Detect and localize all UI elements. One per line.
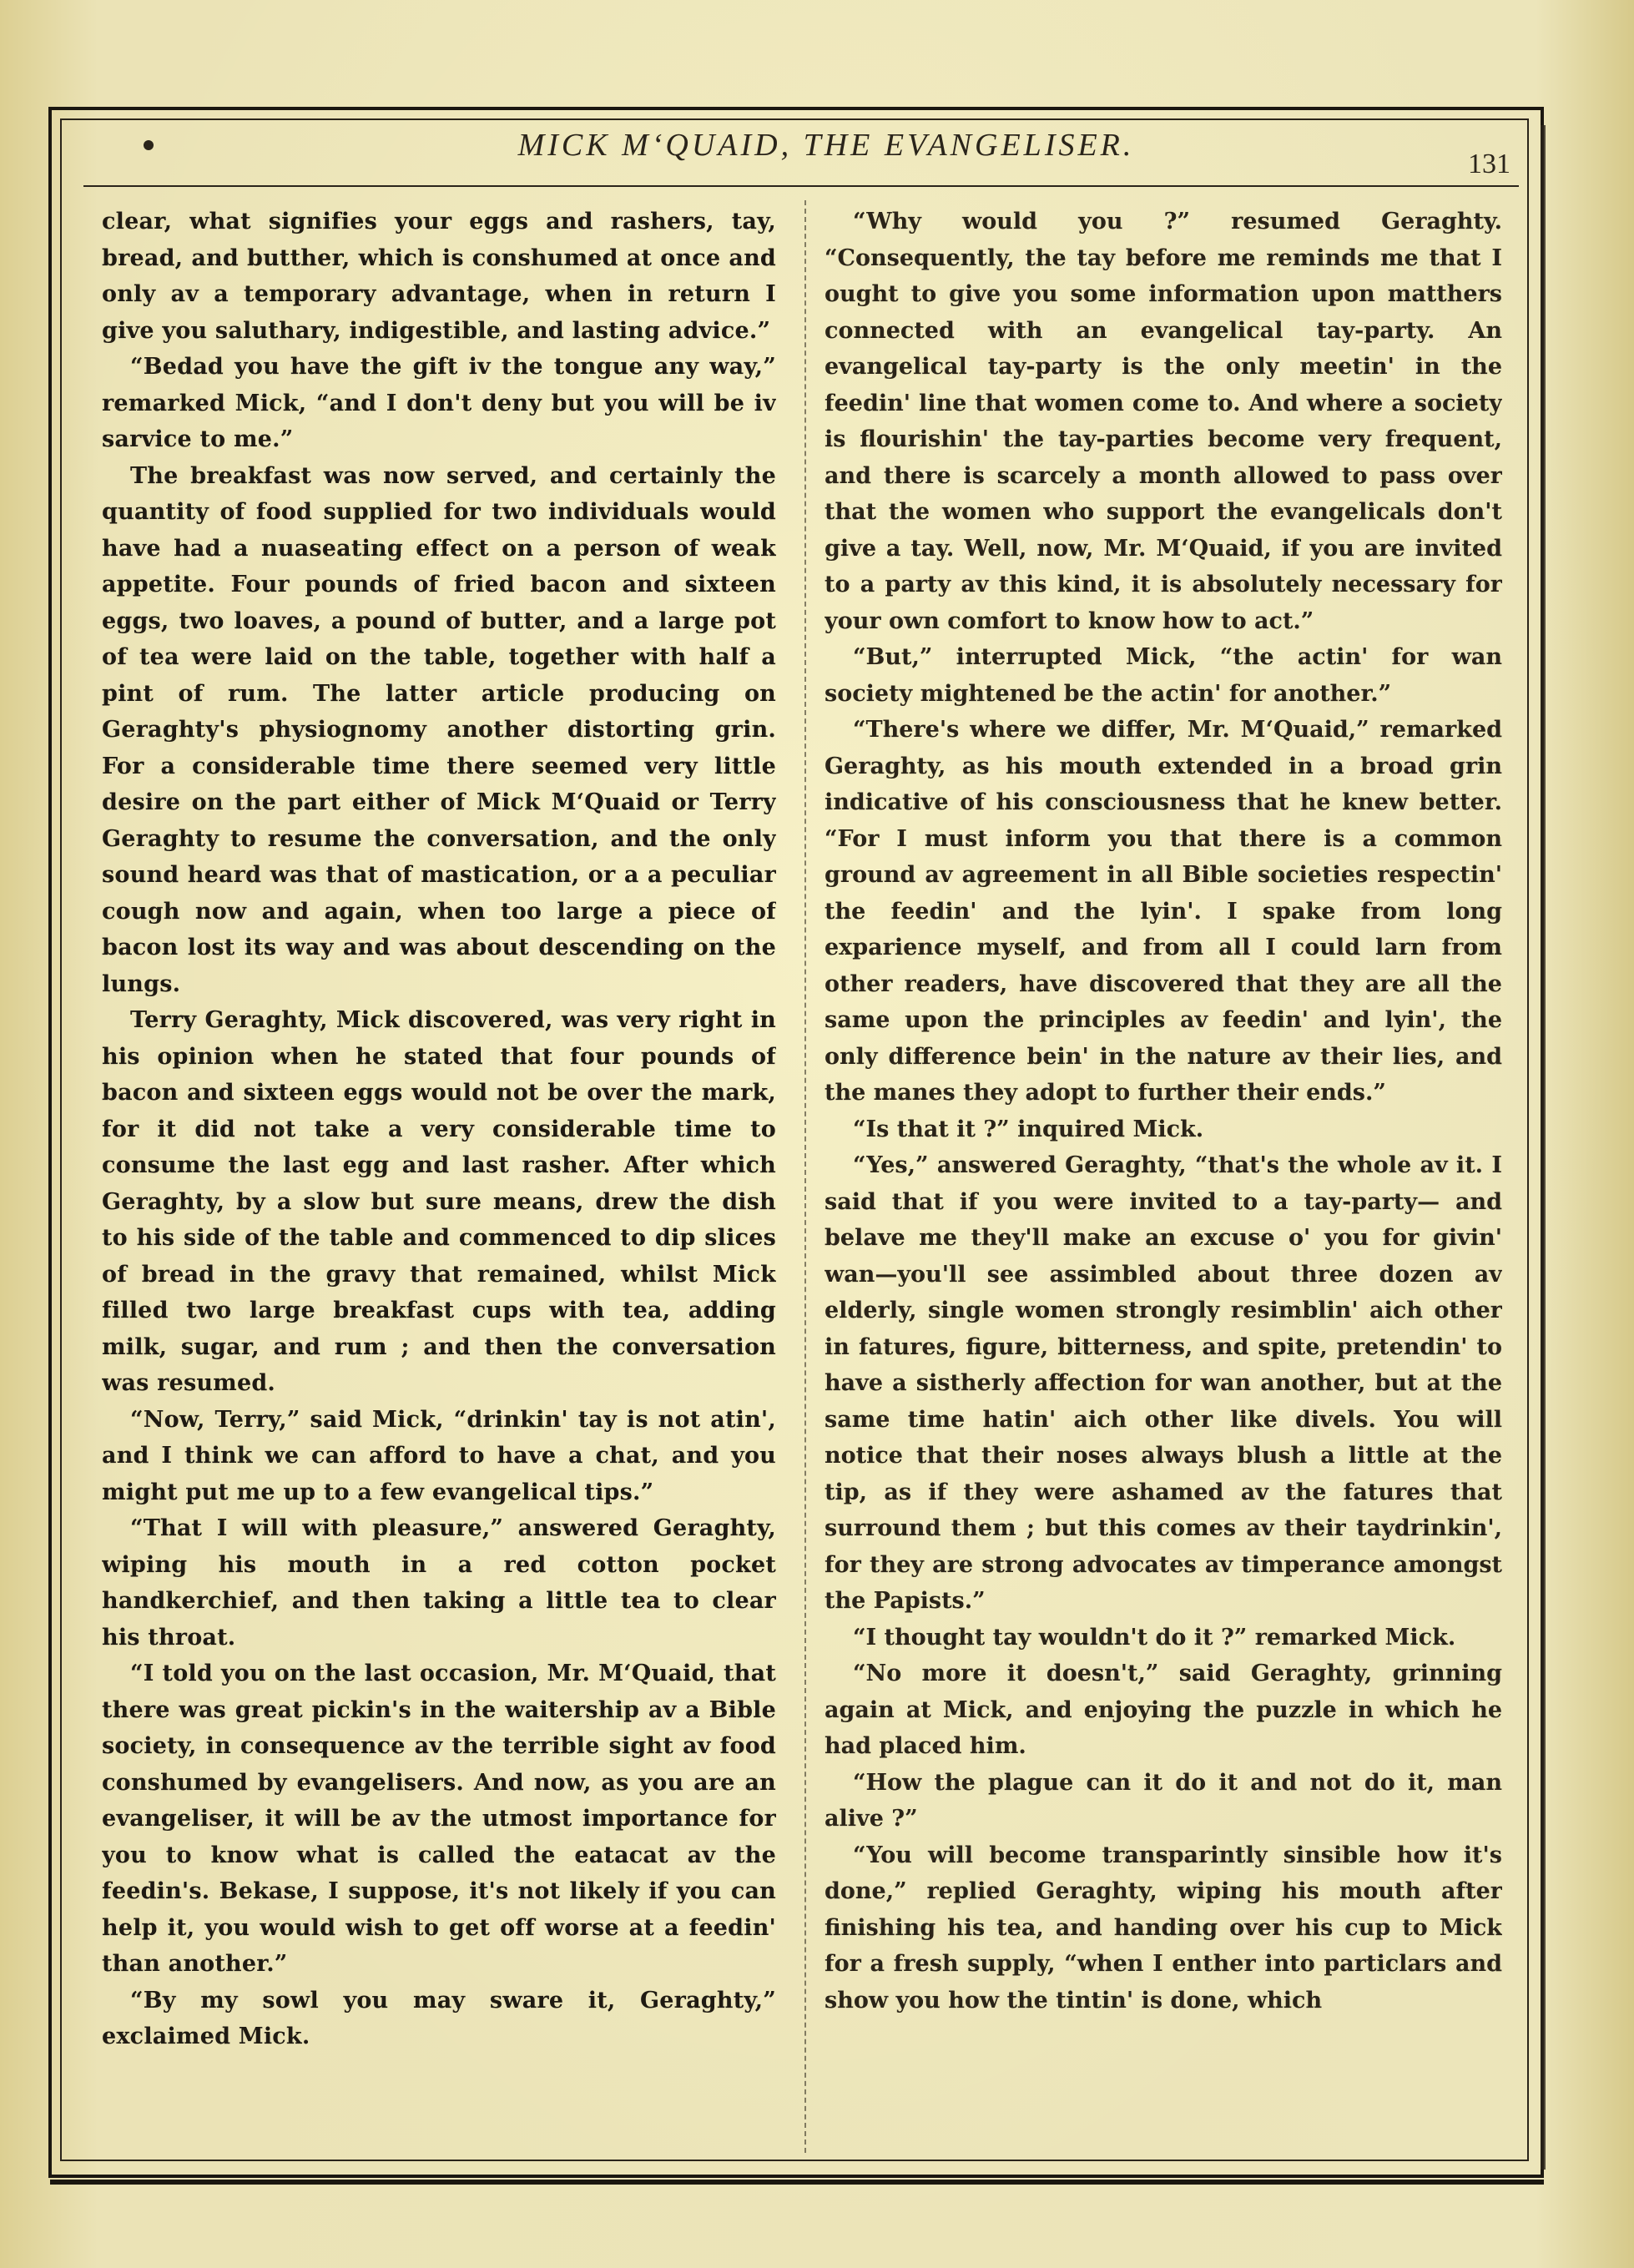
left-column — [102, 204, 776, 2156]
paragraph: “Now, Terry,” said Mick, “drinkin' tay is not atin', and I think we can afford to have a chat, and you might put me up to a few evangelical tips.” — [102, 1406, 776, 1505]
paragraph: “You will become transparintly sinsible how it's done,” replied Geraghty, wiping his mouth after finishing his tea, and handing over his cup to Mick for a fresh supply, “when I enther into particlars and show you how the tintin' is done, which — [825, 1842, 1502, 2013]
column-divider — [804, 200, 806, 2153]
paragraph: “That I will with pleasure,” answered Geraghty, wiping his mouth in a red cotton pocket handkerchief, and then taking a little tea to clear his throat. — [102, 1515, 776, 1651]
paragraph: “There's where we differ, Mr. M‘Quaid,” remarked Geraghty, as his mouth extended in a broad grin indicative of his consciousness that he knew better. “For I must inform you that there is a common ground av agreement in all Bible societies respectin' the feedin' and the lyin'. I spake from long exparience myself, and from all I could larn from other readers, have discovered that they are all the same upon the principles av feedin' and lyin', the only difference bein' in the nature av their lies, and the manes they adopt to further their ends.” — [825, 717, 1502, 1106]
paragraph: “I thought tay wouldn't do it ?” remarked Mick. — [853, 1624, 1456, 1651]
paragraph: “I told you on the last occasion, Mr. M‘Quaid, that there was great pickin's in the waitership av a Bible society, in consequence av the terrible sight av food conshumed by evangelisers. And now, as you are an evangeliser, it will be av the utmost importance for you to know what is called the eatacat av the feedin's. Bekase, I suppose, it's not likely if you can help it, you would wish to get off worse at a feedin' than another.” — [102, 1661, 776, 1977]
header-ornament-dot — [144, 140, 154, 150]
paragraph: The breakfast was now served, and certainly the quantity of food supplied for two individuals would have had a nuaseating effect on a person of weak appetite. Four pounds of fried bacon and sixteen eggs, two loaves, a pound of butter, and a large pot of tea were laid on the table, together with half a pint of rum. The latter article producing on Geraghty's physiognomy another distorting grin. For a considerable time there seemed very little desire on the part either of Mick M‘Quaid or Terry Geraghty to resume the conversation, and the only sound heard was that of mastication, or a a peculiar cough now and again, when too large a piece of bacon lost its way and was about descending on the lungs. — [102, 462, 776, 997]
footer-rule — [50, 2180, 1544, 2185]
right-column — [825, 204, 1502, 2156]
paragraph: Terry Geraghty, Mick discovered, was very right in his opinion when he stated that four pounds of bacon and sixteen eggs would not be over the mark, for it did not take a very considerable time to consume the last egg and last rasher. After which Geraghty, by a slow but sure means, drew the dish to his side of the table and commenced to dip slices of bread in the gravy that remained, whilst Mick filled two large breakfast cups with tea, adding milk, sugar, and rum ; and then the conversation was resumed. — [102, 1007, 776, 1396]
paragraph: “Yes,” answered Geraghty, “that's the whole av it. I said that if you were invited to a tay-party— and belave me they'll make an excuse o' you for givin' wan—you'll see assimbled about three dozen av elderly, single women strongly resimblin' aich other in fatures, figure, bitterness, and spite, pretendin' to have a sistherly affection for wan another, but at the same time hatin' aich other like divels. You will notice that their noses always blush a little at the tip, as if they were ashamed av the fatures that surround them ; but this comes av their taydrinkin', for they are strong advocates av timperance amongst the Papists.” — [825, 1152, 1502, 1614]
page-number: 131 — [1468, 149, 1510, 179]
paragraph: “How the plague can it do it and not do it, man alive ?” — [825, 1769, 1502, 1832]
paragraph: clear, what signifies your eggs and rashers, tay, bread, and butther, which is conshumed at once and only av a temporary advantage, when in return I give you saluthary, indigestible, and lasting advice.” — [102, 209, 776, 344]
running-title: MICK M‘QUAID, THE EVANGELISER. — [517, 128, 1135, 163]
paragraph: “By my sowl you may sware it, Geraghty,” exclaimed Mick. — [102, 1987, 776, 2049]
page-edge-shadow — [1541, 125, 1546, 2170]
paragraph: “But,” interrupted Mick, “the actin' for wan society mightened be the actin' for another.” — [825, 644, 1502, 707]
paragraph: “Bedad you have the gift iv the tongue any way,” remarked Mick, “and I don't deny but you will be iv sarvice to me.” — [102, 354, 776, 452]
paragraph: “Is that it ?” inquired Mick. — [853, 1116, 1204, 1142]
header-rule — [83, 185, 1519, 187]
paragraph: “No more it doesn't,” said Geraghty, grinning again at Mick, and enjoying the puzzle in which he had placed him. — [825, 1661, 1502, 1759]
paragraph: “Why would you ?” resumed Geraghty. “Consequently, the tay before me reminds me that I ought to give you some information upon matthers connected with an evangelical tay-party. An evangelical tay-party is the only meetin' in the feedin' line that women come to. And where a society is flourishin' the tay-parties become very frequent, and there is scarcely a month allowed to pass over that the women who support the evangelicals don't give a tay. Well, now, Mr. M‘Quaid, if you are invited to a party av this kind, it is absolutely necessary for your own comfort to know how to act.” — [825, 209, 1502, 634]
